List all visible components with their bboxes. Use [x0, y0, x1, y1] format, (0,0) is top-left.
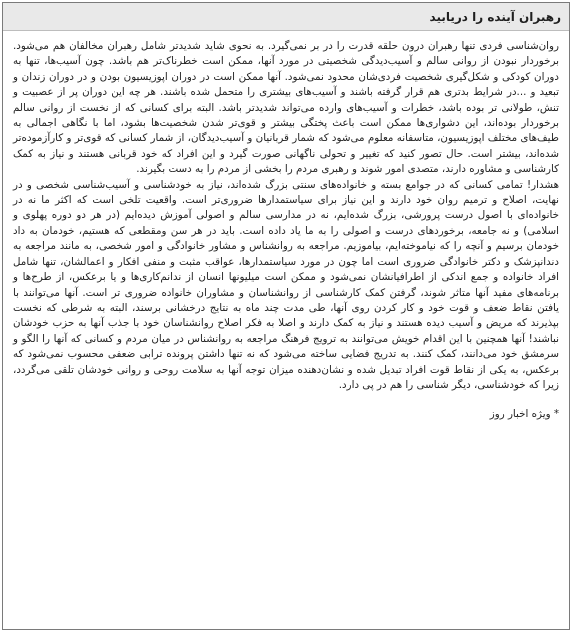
article-title: رهبران آینده را دریابید	[429, 9, 561, 24]
article-frame	[2, 2, 570, 630]
article-body	[13, 39, 559, 621]
article-paragraph-1: روان‌شناسی فردی تنها رهبران درون حلقه قدرت را در بر نمی‌گیرد. به نحوی شاید شدیدتر شامل رهبران مخالفان هم می‌شود. برخوردار نبودن از روانی سالم و آسیب‌دیدگی شخصیتی در مورد آنها، ممکن است خطرناک‌تر هم باشد. چون آسیب‌ها، تنها به دوران کودکی و شکل‌گیری شخصیت فردی‌شان محدود نمی‌شود. آنها ممکن است در دوران اپوزیسیون بودن و در دوران زندان و تبعید و ...در شرایط بدتری هم قرار گرفته باشند و آسیب‌های بیشتری را متحمل شده باشند. هر چه این دوران پر از عصبیت و تنش، طولانی تر بوده باشد، خطرات و آسیب‌های وارده می‌تواند شدیدتر باشد. البته برای کسانی که از نخست از روانی سالم برخوردار بوده‌اند، این دشواری‌ها ممکن است باعث پختگی بیشتر و قوی‌تر شدن شخصیت‌ها بشود، اما با نگاهی اجمالی به طیف‌های مختلف اپوزیسیون، متاسفانه معلوم می‌شود که شمار قربانیان و آسیب‌دیدگان، از شمار کسانی که قوی‌تر و کارآزموده‌تر شده‌اند، بیشتر است. حال تصور کنید که تغییر و تحولی ناگهانی صورت گیرد و این افراد که خود قربانی هستند و نیاز به کمک کارشناسی و مشاوره دارند، متصدی امور شوند و رهبری مردم را بخشی از مردم را به دست بگیرند.	[13, 40, 559, 176]
article-paragraph-2: هشدار! تمامی کسانی که در جوامع بسته و خانواده‌های سنتی بزرگ شده‌اند، نیاز به خودشناسی و آسیب‌شناسی شخصی و در نهایت، اصلاح و ترمیم روان خود دارند و این نیاز برای سیاستمدارها ضروری‌تر است. واقعیت تلخی است که اکثر ما نه در خانواده‌ای با اصول درست پرورشی، بزرگ شده‌ایم، نه در مدارسی سالم و اصولی آموزش دیده‌ایم (در هر دو دوره پهلوی و اسلامی) و نه جامعه، برخوردهای درست و اصولی را به ما یاد داده است. باید در هر سن ومقطعی که هستیم، خودمان به داد خودمان برسیم و آنچه را که نیاموخته‌ایم، بیاموزیم. مراجعه به روانشناس و مشاور خانوادگی و امور شخصی، به مانند مراجعه به دندانپزشک و دکتر خانوادگی ضروری است اما چون در مورد سیاستمدارها، عواقب مثبت و منفی افکار و اعمالشان، تنها شامل افراد خانواده و جمع اندکی از اطرافیانشان نمی‌شود و ممکن است میلیونها انسان از ندانم‌کاری‌ها و یا برعکس، از طرح‌ها و برنامه‌های مفید آنها متاثر شوند، گرفتن کمک کارشناسی از روانشناسان و مشاوران خانواده ضروری تر است. آنها می‌توانند با یافتن نقاط ضعف و قوت خود و کار کردن روی آنها، طی مدت چند ماه به نتایج درخشانی برسند، البته به شرطی که نخست بپذیرند که مریض و آسیب دیده هستند و نیاز به کمک دارند و اصلا به فکر اصلاح روانشناسان خود با جذب آنها به حزب خودشان نباشند! آنها همچنین با این اقدام خویش می‌توانند به ترویج فرهنگ مراجعه به روانشناس در میان مردم و کسانی که آنها را الگو و سرمشق خود می‌دانند، کمک کنند. به تدریج فضایی ساخته می‌شود که نه تنها داشتن پرونده ترابی ضعفی محسوب نمی‌شود که برعکس، به یکی از نقاط قوت افراد تبدیل شده و نشان‌دهنده میزان توجه آنها به سلامت روحی و روانی خودشان تلقی می‌گردد، زیرا که خودشناسی، دیگر شناسی را هم در پی دارد.	[13, 178, 559, 391]
article-source: * ویژه اخبار روز	[489, 408, 559, 421]
article-header	[3, 3, 569, 31]
